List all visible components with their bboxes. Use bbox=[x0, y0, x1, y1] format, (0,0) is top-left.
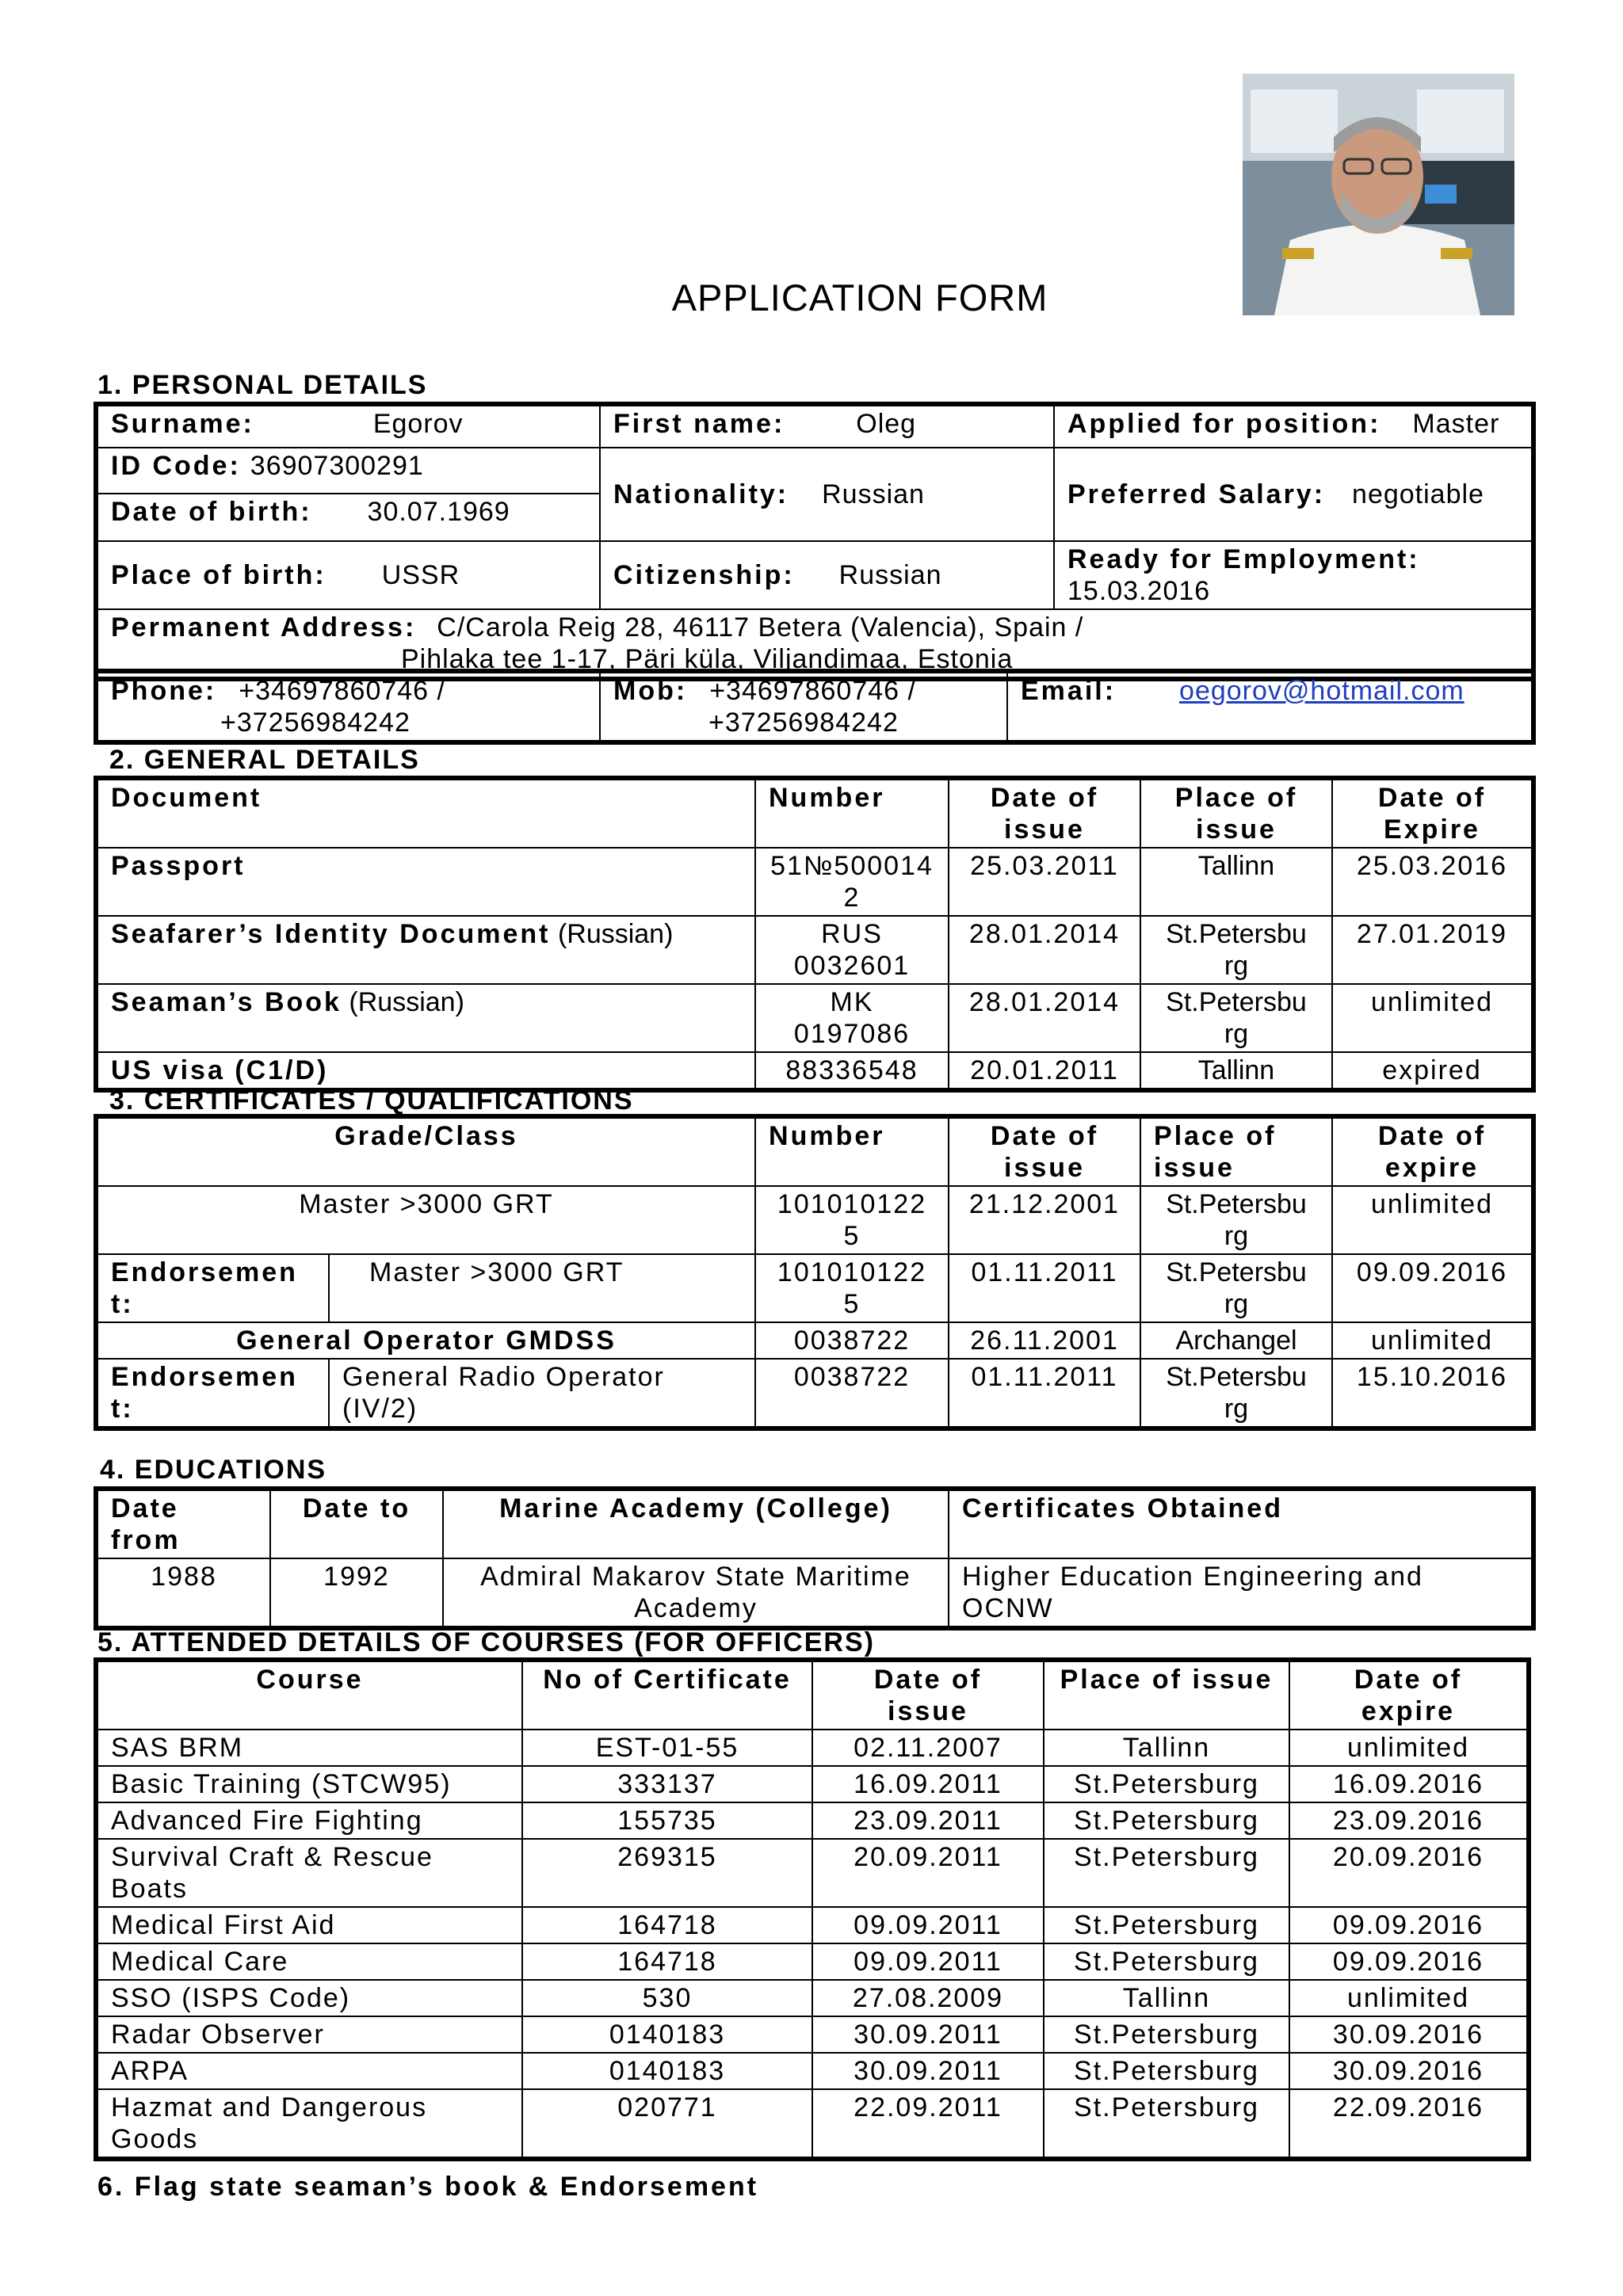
general-details-table bbox=[97, 779, 1533, 1089]
doc-name: Seaman’s Book bbox=[111, 987, 342, 1017]
edu-header-certs: Certificates Obtained bbox=[949, 1490, 1532, 1558]
table-row bbox=[97, 1186, 1532, 1254]
doc-expire: 25.03.2016 bbox=[1332, 848, 1532, 916]
cert-place bbox=[1140, 1186, 1332, 1254]
header-line: Date of bbox=[873, 1665, 983, 1695]
phone-line-1: +34697860746 / bbox=[239, 676, 445, 706]
cell-line: rg bbox=[1224, 1221, 1249, 1251]
cert-issue: 01.11.2011 bbox=[949, 1359, 1140, 1427]
id-cell bbox=[97, 448, 600, 494]
course-header-expire bbox=[1289, 1661, 1527, 1730]
cert-expire: 09.09.2016 bbox=[1332, 1254, 1532, 1322]
section-heading-certificates: 3. CERTIFICATES / QUALIFICATIONS bbox=[109, 1085, 634, 1116]
phone-label: Phone: bbox=[111, 676, 217, 706]
table-row bbox=[97, 2016, 1527, 2053]
course-cert: 020771 bbox=[522, 2089, 812, 2157]
cert-place bbox=[1140, 1359, 1332, 1427]
general-header-row bbox=[97, 780, 1532, 848]
section-heading-courses: 5. ATTENDED DETAILS OF COURSES (FOR OFFICERS) bbox=[97, 1627, 875, 1657]
ready-value: 15.03.2016 bbox=[1067, 576, 1211, 606]
course-issue: 09.09.2011 bbox=[812, 1907, 1044, 1943]
cert-place bbox=[1140, 1254, 1332, 1322]
cert-place: Archangel bbox=[1140, 1322, 1332, 1359]
course-issue: 16.09.2011 bbox=[812, 1766, 1044, 1802]
dob-value: 30.07.1969 bbox=[367, 497, 510, 527]
header-line: expire bbox=[1361, 1696, 1456, 1726]
address-line-1: C/Carola Reig 28, 46117 Betera (Valencia), Spain / bbox=[437, 612, 1084, 643]
table-row bbox=[97, 1907, 1527, 1943]
cell-line: rg bbox=[1224, 951, 1249, 981]
table-row bbox=[97, 1558, 1532, 1627]
cert-expire: 15.10.2016 bbox=[1332, 1359, 1532, 1427]
table-row bbox=[97, 848, 1532, 916]
certs-header-issue bbox=[949, 1118, 1140, 1186]
course-cert: 530 bbox=[522, 1980, 812, 2016]
personal-details-table bbox=[97, 405, 1533, 678]
course-header-place: Place of issue bbox=[1044, 1661, 1289, 1730]
cell-line: t: bbox=[111, 1289, 134, 1319]
header-line: Expire bbox=[1384, 814, 1480, 845]
certs-header-place bbox=[1140, 1118, 1332, 1186]
table-row bbox=[97, 1254, 1532, 1322]
header-line: Date of bbox=[1377, 1121, 1487, 1151]
address-label: Permanent Address: bbox=[111, 612, 417, 643]
cell-line: St.Petersbu bbox=[1166, 1189, 1307, 1219]
cell-line: 101010122 bbox=[777, 1257, 927, 1287]
course-issue: 02.11.2007 bbox=[812, 1730, 1044, 1766]
certificates-table bbox=[97, 1117, 1533, 1428]
position-label: Applied for position: bbox=[1067, 409, 1381, 439]
cert-number bbox=[755, 1254, 949, 1322]
cell-line: Endorsemen bbox=[111, 1257, 298, 1287]
courses-table bbox=[97, 1661, 1528, 2158]
course-header-cert: No of Certificate bbox=[522, 1661, 812, 1730]
doc-place bbox=[1140, 916, 1332, 984]
table-row bbox=[97, 2053, 1527, 2089]
first-name-label: First name: bbox=[613, 409, 785, 439]
doc-number: 88336548 bbox=[755, 1052, 949, 1089]
cell-line: Goods bbox=[111, 2124, 199, 2154]
course-issue: 30.09.2011 bbox=[812, 2053, 1044, 2089]
course-issue: 20.09.2011 bbox=[812, 1839, 1044, 1907]
course-expire: unlimited bbox=[1289, 1980, 1527, 2016]
doc-number bbox=[755, 916, 949, 984]
course-cert: 0140183 bbox=[522, 2053, 812, 2089]
salary-value: negotiable bbox=[1352, 479, 1484, 509]
position-value: Master bbox=[1412, 409, 1500, 439]
header-line: issue bbox=[1196, 814, 1277, 845]
mob-label: Mob: bbox=[613, 676, 688, 706]
header-line: Date of bbox=[990, 783, 1099, 813]
course-issue: 27.08.2009 bbox=[812, 1980, 1044, 2016]
cell-line: General Radio Operator bbox=[342, 1362, 665, 1392]
course-expire: 30.09.2016 bbox=[1289, 2016, 1527, 2053]
course-expire: 22.09.2016 bbox=[1289, 2089, 1527, 2157]
contact-table bbox=[97, 672, 1533, 742]
surname-label: Surname: bbox=[111, 409, 254, 439]
header-line: issue bbox=[1154, 1153, 1235, 1183]
table-row bbox=[97, 1943, 1527, 1980]
doc-issue: 25.03.2011 bbox=[949, 848, 1140, 916]
first-name-value: Oleg bbox=[856, 409, 917, 439]
cell-line: 51№500014 bbox=[770, 851, 934, 881]
education-header-row bbox=[97, 1490, 1532, 1558]
cell-line: Endorsemen bbox=[111, 1362, 298, 1392]
cert-number: 0038722 bbox=[755, 1359, 949, 1427]
id-label: ID Code: bbox=[111, 451, 241, 481]
edu-header-academy: Marine Academy (College) bbox=[443, 1490, 949, 1558]
course-issue: 23.09.2011 bbox=[812, 1802, 1044, 1839]
edu-from: 1988 bbox=[97, 1558, 270, 1627]
dob-label: Date of birth: bbox=[111, 497, 312, 527]
cell-line: 2 bbox=[843, 883, 861, 913]
course-place: St.Petersburg bbox=[1044, 2089, 1289, 2157]
cell-line: Hazmat and Dangerous bbox=[111, 2092, 428, 2122]
course-cert: 269315 bbox=[522, 1839, 812, 1907]
page-title: APPLICATION FORM bbox=[671, 277, 1048, 318]
header-line: Place of bbox=[1174, 783, 1298, 813]
course-issue: 09.09.2011 bbox=[812, 1943, 1044, 1980]
table-row bbox=[97, 1359, 1532, 1427]
cell-line: RUS bbox=[821, 919, 883, 949]
general-header-issue bbox=[949, 780, 1140, 848]
doc-expire: expired bbox=[1332, 1052, 1532, 1089]
course-header-issue bbox=[812, 1661, 1044, 1730]
certs-header-grade: Grade/Class bbox=[97, 1118, 755, 1186]
salary-label: Preferred Salary: bbox=[1067, 479, 1326, 509]
nationality-label: Nationality: bbox=[613, 479, 789, 509]
course-name: SAS BRM bbox=[97, 1730, 522, 1766]
section-heading-general: 2. GENERAL DETAILS bbox=[109, 745, 420, 775]
course-cert: 0140183 bbox=[522, 2016, 812, 2053]
doc-place: Tallinn bbox=[1140, 848, 1332, 916]
table-row bbox=[97, 916, 1532, 984]
cert-expire: unlimited bbox=[1332, 1322, 1532, 1359]
table-row bbox=[97, 1980, 1527, 2016]
table-row bbox=[97, 2089, 1527, 2157]
general-header-place bbox=[1140, 780, 1332, 848]
mob-line-2: +37256984242 bbox=[708, 707, 899, 738]
cell-line: 101010122 bbox=[777, 1189, 927, 1219]
cell-line: OCNW bbox=[962, 1593, 1054, 1623]
cert-issue: 01.11.2011 bbox=[949, 1254, 1140, 1322]
citizenship-cell bbox=[600, 541, 1054, 609]
cell-line: MK bbox=[830, 987, 874, 1017]
cell-line: Boats bbox=[111, 1874, 188, 1904]
cert-grade: Master >3000 GRT bbox=[329, 1254, 755, 1322]
pob-cell bbox=[97, 541, 600, 609]
surname-value: Egorov bbox=[372, 409, 464, 439]
course-expire: 16.09.2016 bbox=[1289, 1766, 1527, 1802]
cell-line: rg bbox=[1224, 1289, 1249, 1319]
certs-header-row bbox=[97, 1118, 1532, 1186]
course-issue: 22.09.2011 bbox=[812, 2089, 1044, 2157]
doc-name: Passport bbox=[97, 848, 755, 916]
doc-expire: 27.01.2019 bbox=[1332, 916, 1532, 984]
mob-cell bbox=[600, 673, 1007, 741]
cert-issue: 21.12.2001 bbox=[949, 1186, 1140, 1254]
address-cell bbox=[97, 609, 1532, 677]
course-header-course: Course bbox=[97, 1661, 522, 1730]
doc-number bbox=[755, 984, 949, 1052]
cert-grade: Master >3000 GRT bbox=[97, 1186, 755, 1254]
email-link[interactable]: oegorov@hotmail.com bbox=[1179, 676, 1465, 706]
edu-academy bbox=[443, 1558, 949, 1627]
section-heading-personal: 1. PERSONAL DETAILS bbox=[97, 370, 428, 400]
course-issue: 30.09.2011 bbox=[812, 2016, 1044, 2053]
cell-line: St.Petersbu bbox=[1166, 987, 1307, 1017]
id-value: 36907300291 bbox=[250, 451, 424, 481]
course-place: St.Petersburg bbox=[1044, 1802, 1289, 1839]
doc-name: US visa (C1/D) bbox=[97, 1052, 755, 1089]
doc-place: Tallinn bbox=[1140, 1052, 1332, 1089]
cert-number bbox=[755, 1186, 949, 1254]
cert-issue: 26.11.2001 bbox=[949, 1322, 1140, 1359]
cell-line: St.Petersbu bbox=[1166, 919, 1307, 949]
course-place: St.Petersburg bbox=[1044, 2016, 1289, 2053]
cert-expire: unlimited bbox=[1332, 1186, 1532, 1254]
doc-number bbox=[755, 848, 949, 916]
header-line: expire bbox=[1384, 1153, 1480, 1183]
table-row bbox=[97, 1802, 1527, 1839]
course-name: ARPA bbox=[97, 2053, 522, 2089]
endorsement-label bbox=[97, 1359, 329, 1427]
doc-issue: 28.01.2014 bbox=[949, 984, 1140, 1052]
cert-number: 0038722 bbox=[755, 1322, 949, 1359]
course-expire: 09.09.2016 bbox=[1289, 1943, 1527, 1980]
doc-suffix: (Russian) bbox=[349, 987, 464, 1017]
mob-line-1: +34697860746 / bbox=[709, 676, 916, 706]
cell-line: 0032601 bbox=[793, 951, 911, 981]
course-name: Basic Training (STCW95) bbox=[97, 1766, 522, 1802]
course-name: Medical First Aid bbox=[97, 1907, 522, 1943]
cell-line: rg bbox=[1224, 1019, 1249, 1049]
phone-cell bbox=[97, 673, 600, 741]
ready-cell bbox=[1054, 541, 1532, 609]
table-row bbox=[97, 1052, 1532, 1089]
citizenship-label: Citizenship: bbox=[613, 560, 795, 590]
nationality-cell bbox=[600, 448, 1054, 541]
cell-line: 5 bbox=[843, 1289, 861, 1319]
courses-header-row bbox=[97, 1661, 1527, 1730]
cell-line: Higher Education Engineering and bbox=[962, 1562, 1423, 1592]
address-line-2: Pihlaka tee 1-17, Päri küla, Viljandimaa, Estonia bbox=[401, 644, 1014, 674]
header-line: Date of bbox=[990, 1121, 1099, 1151]
doc-place bbox=[1140, 984, 1332, 1052]
header-line: Date of bbox=[1354, 1665, 1463, 1695]
course-name: Advanced Fire Fighting bbox=[97, 1802, 522, 1839]
cell-line: t: bbox=[111, 1394, 134, 1424]
cell-line: (IV/2) bbox=[342, 1394, 418, 1424]
course-cert: 155735 bbox=[522, 1802, 812, 1839]
table-row bbox=[97, 984, 1532, 1052]
general-header-document: Document bbox=[97, 780, 755, 848]
header-line: issue bbox=[888, 1696, 968, 1726]
phone-line-2: +37256984242 bbox=[220, 707, 411, 738]
course-name bbox=[97, 2089, 522, 2157]
doc-name: Seafarer’s Identity Document bbox=[111, 919, 551, 949]
course-place: St.Petersburg bbox=[1044, 1839, 1289, 1907]
course-place: Tallinn bbox=[1044, 1730, 1289, 1766]
cell-line: St.Petersbu bbox=[1166, 1362, 1307, 1392]
edu-header-from: Date from bbox=[97, 1490, 270, 1558]
course-expire: 23.09.2016 bbox=[1289, 1802, 1527, 1839]
edu-to: 1992 bbox=[270, 1558, 443, 1627]
doc-name-cell bbox=[97, 984, 755, 1052]
cell-line: 5 bbox=[843, 1221, 861, 1251]
position-cell bbox=[1054, 406, 1532, 448]
header-line: issue bbox=[1004, 814, 1085, 845]
course-name: Medical Care bbox=[97, 1943, 522, 1980]
table-row bbox=[97, 1730, 1527, 1766]
course-cert: EST-01-55 bbox=[522, 1730, 812, 1766]
header-line: Date of bbox=[1377, 783, 1487, 813]
header-line: Place of bbox=[1154, 1121, 1277, 1151]
salary-cell bbox=[1054, 448, 1532, 541]
course-expire: 09.09.2016 bbox=[1289, 1907, 1527, 1943]
table-row bbox=[97, 1839, 1527, 1907]
pob-label: Place of birth: bbox=[111, 560, 327, 590]
cell-line: St.Petersbu bbox=[1166, 1257, 1307, 1287]
doc-issue: 20.01.2011 bbox=[949, 1052, 1140, 1089]
endorsement-label bbox=[97, 1254, 329, 1322]
doc-expire: unlimited bbox=[1332, 984, 1532, 1052]
course-place: St.Petersburg bbox=[1044, 2053, 1289, 2089]
cert-grade bbox=[329, 1359, 755, 1427]
dob-cell bbox=[97, 494, 600, 541]
course-name: Radar Observer bbox=[97, 2016, 522, 2053]
section-heading-flag-state: 6. Flag state seaman’s book & Endorsement bbox=[97, 2172, 759, 2202]
ready-label: Ready for Employment: bbox=[1067, 544, 1420, 574]
course-cert: 333137 bbox=[522, 1766, 812, 1802]
header-line: issue bbox=[1004, 1153, 1085, 1183]
course-place: St.Petersburg bbox=[1044, 1766, 1289, 1802]
course-place: Tallinn bbox=[1044, 1980, 1289, 2016]
course-expire: 20.09.2016 bbox=[1289, 1839, 1527, 1907]
course-name bbox=[97, 1839, 522, 1907]
course-place: St.Petersburg bbox=[1044, 1943, 1289, 1980]
cell-line: Academy bbox=[634, 1593, 758, 1623]
certs-header-number: Number bbox=[755, 1118, 949, 1186]
email-cell bbox=[1007, 673, 1532, 741]
nationality-value: Russian bbox=[822, 479, 925, 509]
first-name-cell bbox=[600, 406, 1054, 448]
course-expire: unlimited bbox=[1289, 1730, 1527, 1766]
certs-header-expire bbox=[1332, 1118, 1532, 1186]
course-cert: 164718 bbox=[522, 1943, 812, 1980]
general-header-expire bbox=[1332, 780, 1532, 848]
cell-line: rg bbox=[1224, 1394, 1249, 1424]
cert-grade: General Operator GMDSS bbox=[97, 1322, 755, 1359]
course-expire: 30.09.2016 bbox=[1289, 2053, 1527, 2089]
citizenship-value: Russian bbox=[838, 560, 942, 590]
education-table bbox=[97, 1489, 1533, 1627]
email-label: Email: bbox=[1021, 676, 1117, 706]
doc-issue: 28.01.2014 bbox=[949, 916, 1140, 984]
course-cert: 164718 bbox=[522, 1907, 812, 1943]
cell-line: Admiral Makarov State Maritime bbox=[480, 1562, 911, 1592]
course-name: SSO (ISPS Code) bbox=[97, 1980, 522, 2016]
course-place: St.Petersburg bbox=[1044, 1907, 1289, 1943]
cell-line: 0197086 bbox=[793, 1019, 911, 1049]
general-header-number: Number bbox=[755, 780, 949, 848]
doc-suffix: (Russian) bbox=[557, 919, 674, 949]
surname-cell bbox=[97, 406, 600, 448]
table-row bbox=[97, 1766, 1527, 1802]
section-heading-educations: 4. EDUCATIONS bbox=[100, 1455, 327, 1485]
edu-certs bbox=[949, 1558, 1532, 1627]
table-row bbox=[97, 1322, 1532, 1359]
cell-line: Survival Craft & Rescue bbox=[111, 1842, 433, 1872]
pob-value: USSR bbox=[381, 560, 460, 590]
edu-header-to: Date to bbox=[270, 1490, 443, 1558]
doc-name-cell bbox=[97, 916, 755, 984]
